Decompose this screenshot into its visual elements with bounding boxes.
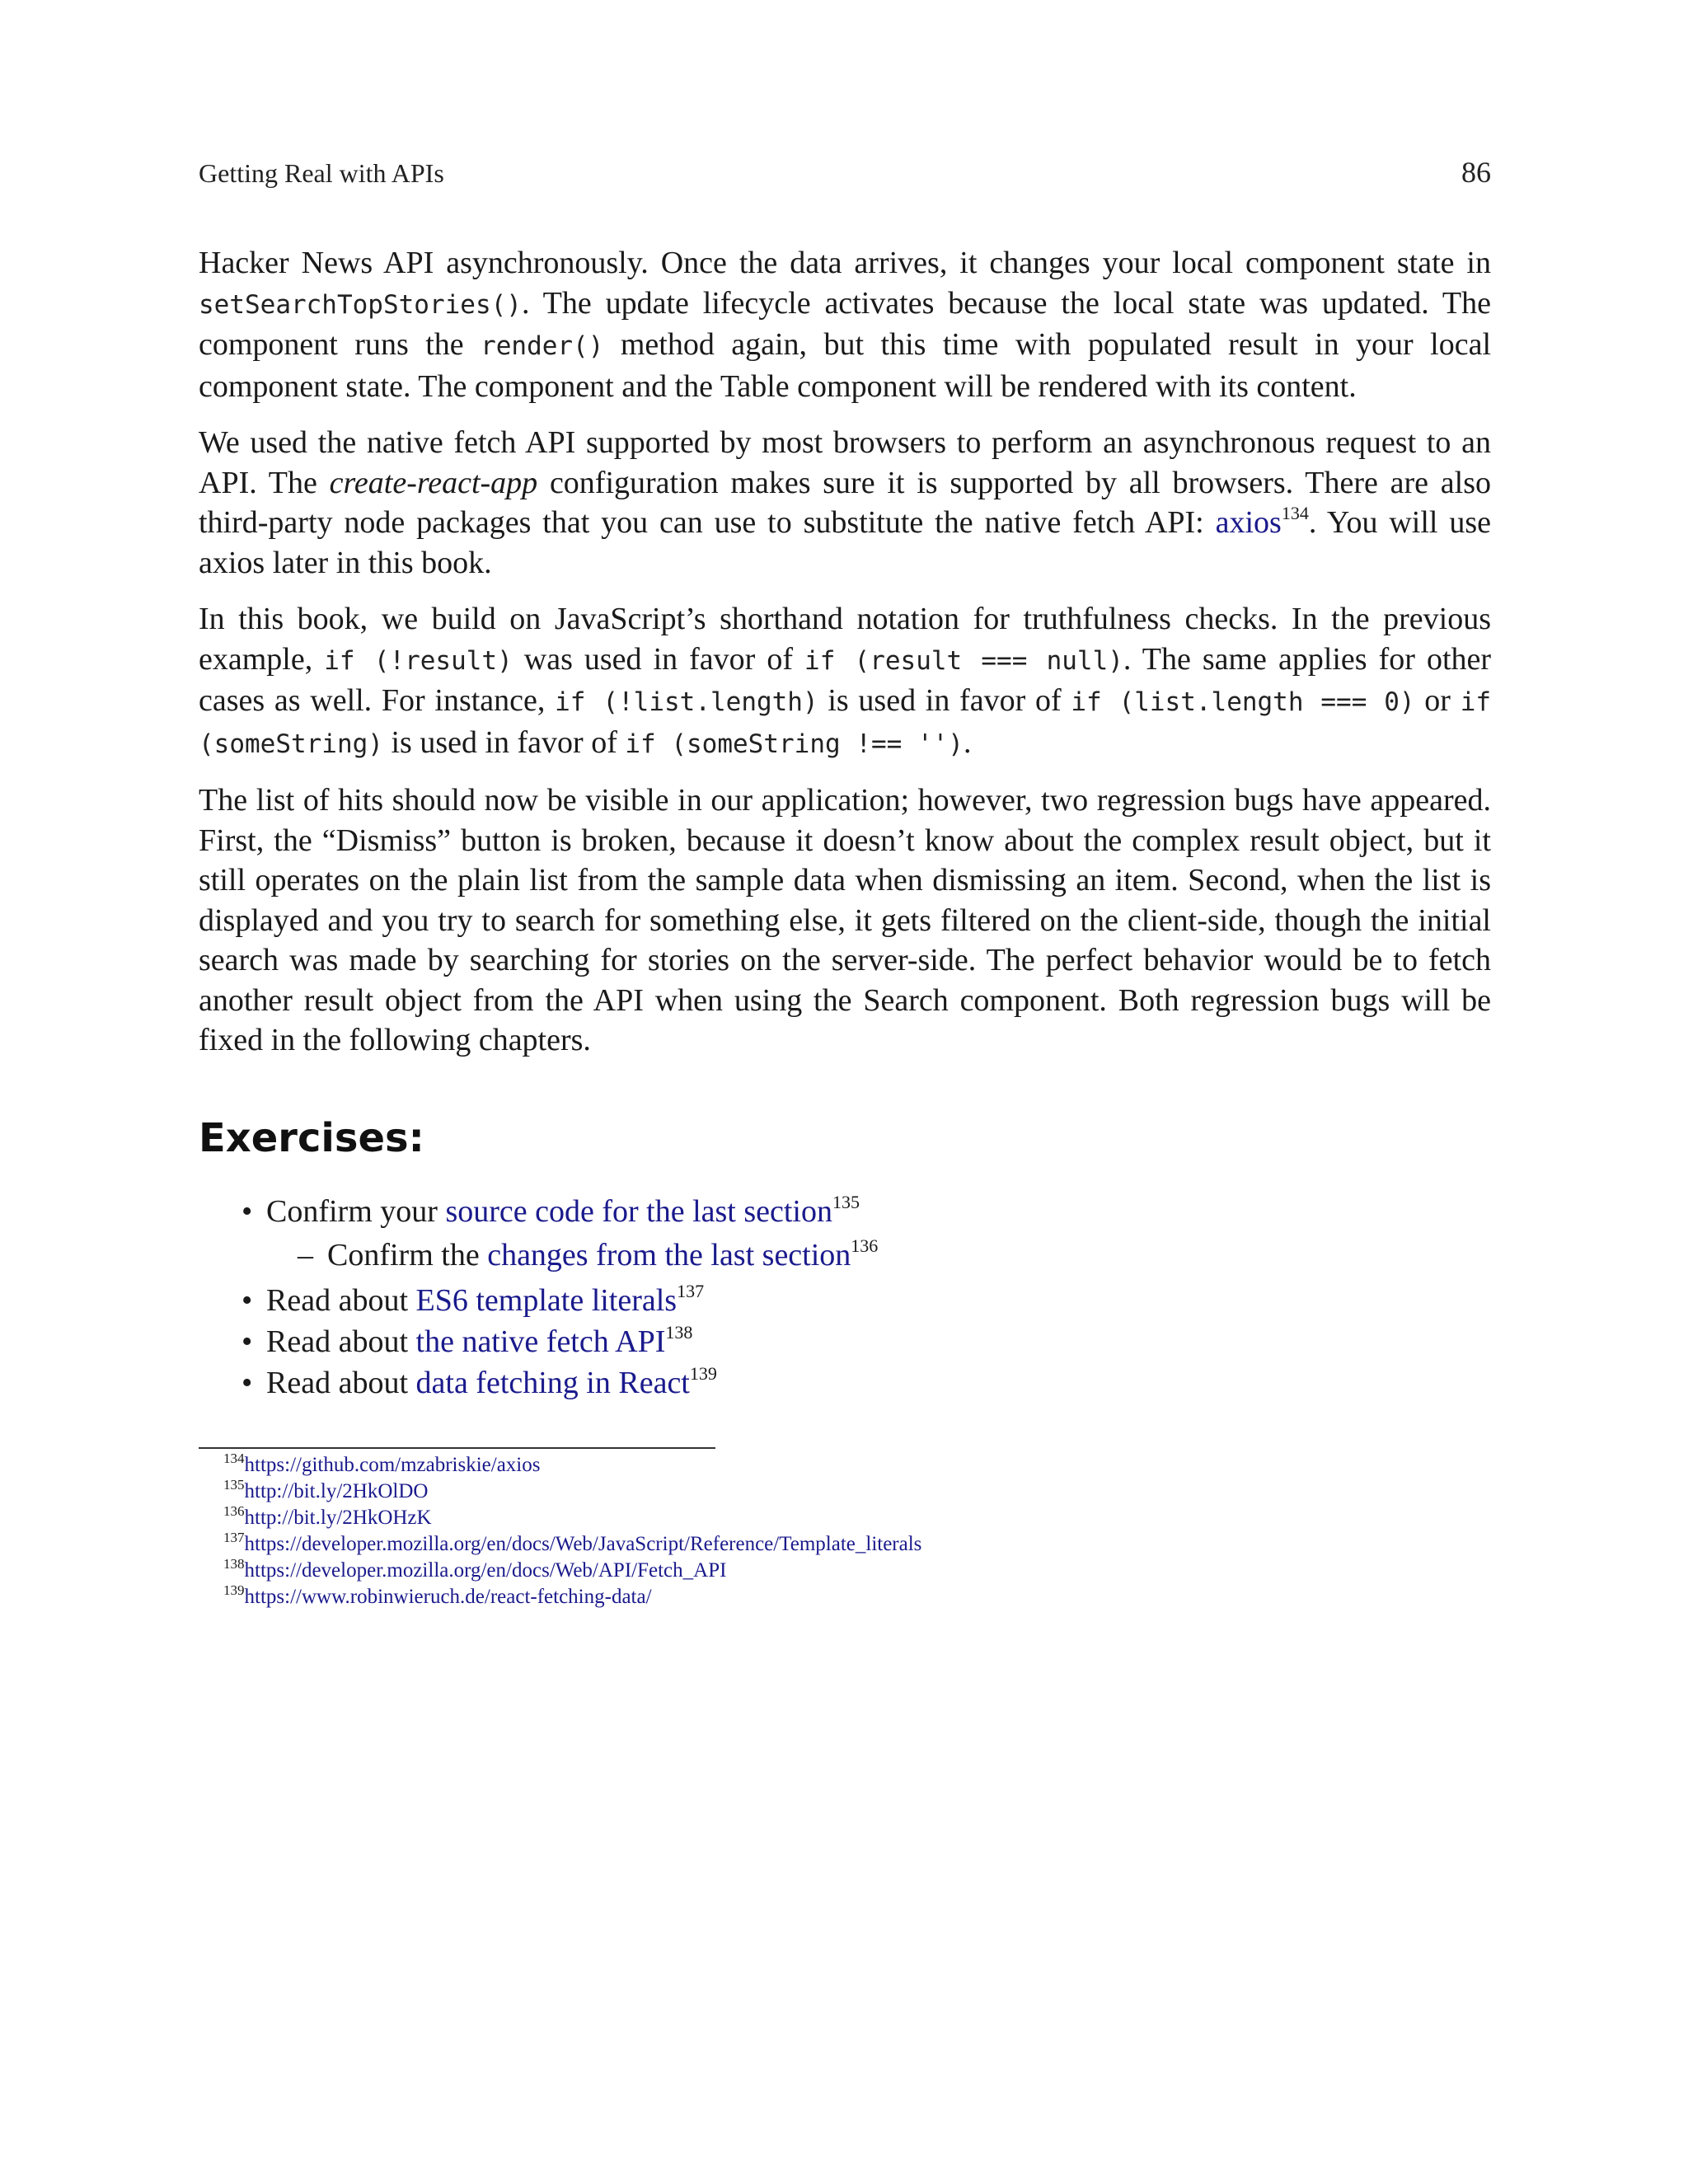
data-fetching-link[interactable]: data fetching in React: [415, 1365, 690, 1400]
inline-code: if (someString): [199, 687, 1492, 759]
list-item: • Read about the native fetch API$^{138}$: [266, 1321, 1491, 1362]
bullet-icon: •: [241, 1365, 253, 1400]
inline-code: if (list.length === 0): [1071, 687, 1415, 717]
footnote-ref: 134: [1281, 503, 1309, 523]
bullet-icon: •: [241, 1282, 253, 1318]
emphasis: create-react-app: [329, 465, 538, 500]
inline-code: if (someString !== ''): [625, 729, 964, 759]
sub-list: [266, 1234, 1491, 1277]
template-literals-link[interactable]: ES6 template literals: [415, 1282, 678, 1318]
source-code-link[interactable]: source code for the last section: [445, 1193, 832, 1229]
page-body: [199, 243, 1491, 1404]
footnote-ref: 138: [665, 1321, 693, 1343]
list-item: • Read about data fetching in React$^{139}$: [266, 1362, 1491, 1404]
footnote: $^{134}$https://github.com/mzabriskie/axios: [223, 1451, 541, 1476]
footnote-divider: [199, 1447, 715, 1449]
footnote-link[interactable]: https://developer.mozilla.org/en/docs/Web/API/Fetch_API: [244, 1559, 727, 1582]
list-item: • Confirm your source code for the last section$^{135}$ – Confirm the changes from the last section$^{136}$: [266, 1191, 1491, 1277]
footnote: $^{138}$https://developer.mozilla.org/en/docs/Web/API/Fetch_API: [223, 1556, 727, 1582]
paragraph-1: Hacker News API asynchronously. Once the data arrives, it changes your local component state in setSearchTopStories(). The update lifecycle activates because the local state was updated. The component runs the render() method again, but this time with populated result in your local component state. The component and the Table component will be rendered with its content.: [199, 246, 1491, 404]
exercises-heading: Exercises:: [199, 1114, 424, 1161]
dash-icon: –: [298, 1237, 313, 1272]
list-item: – Confirm the changes from the last section$^{136}$: [327, 1234, 1491, 1277]
inline-code: if (result === null): [804, 645, 1123, 676]
paragraph-2: We used the native fetch API supported by most browsers to perform an asynchronous request to an API. The create-react-app configuration makes sure it is supported by all browsers. There are also third-party node packages that you can use to substitute the native fetch API: axios$^{134}$. You will use axios later in this book.: [199, 425, 1491, 580]
list-item: • Read about ES6 template literals$^{137}$: [266, 1280, 1491, 1321]
running-header: [199, 153, 1491, 194]
footnote-link[interactable]: https://developer.mozilla.org/en/docs/Web/JavaScript/Reference/Template_literals: [244, 1533, 922, 1555]
footnote-ref: 137: [677, 1280, 705, 1301]
inline-code: setSearchTopStories(): [199, 289, 522, 320]
footnote-link[interactable]: https://www.robinwieruch.de/react-fetching-data/: [244, 1586, 652, 1608]
footnote-link[interactable]: http://bit.ly/2HkOlDO: [244, 1480, 429, 1502]
inline-code: if (!result): [324, 645, 513, 676]
footnote-link[interactable]: http://bit.ly/2HkOHzK: [244, 1507, 432, 1529]
footnote-link[interactable]: https://github.com/mzabriskie/axios: [244, 1454, 541, 1476]
paragraph-4: The list of hits should now be visible in our application; however, two regression bugs have appeared. First, the “Dismiss” button is broken, because it doesn’t know about the complex result object, but it still operates on the plain list from the sample data when dismissing an item. Second, when the list is displayed and you try to search for something else, it gets filtered on the client-side, though the initial search was made by searching for stories on the server-side. The perfect behavior would be to fetch another result object from the API when using the Search component. Both regression bugs will be fixed in the following chapters.: [199, 783, 1491, 1057]
footnotes: [223, 1452, 921, 1610]
footnote-ref: 136: [851, 1235, 879, 1256]
footnote: $^{139}$https://www.robinwieruch.de/react-fetching-data/: [223, 1582, 652, 1608]
running-title: Getting Real with APIs: [199, 158, 444, 188]
footnote: $^{137}$https://developer.mozilla.org/en/docs/Web/JavaScript/Reference/Template_literals: [223, 1530, 922, 1555]
page-number: 86: [1461, 156, 1491, 189]
bullet-icon: •: [241, 1193, 253, 1229]
footnote: $^{135}$http://bit.ly/2HkOlDO: [223, 1477, 429, 1502]
footnote-ref: 135: [832, 1191, 860, 1212]
bullet-icon: •: [241, 1324, 253, 1359]
changes-link[interactable]: changes from the last section: [487, 1237, 851, 1272]
footnote-ref: 139: [689, 1362, 717, 1384]
paragraph-3: In this book, we build on JavaScript’s shorthand notation for truthfulness checks. In the previous example, if (!result) was used in favor of if (result === null). The same applies for other cases as well. For instance, if (!list.length) is used in favor of if (list.length === 0) or if (someString) is used in favor of if (someString !== '').: [199, 602, 1492, 760]
footnote: $^{136}$http://bit.ly/2HkOHzK: [223, 1503, 432, 1529]
inline-code: if (!list.length): [555, 687, 818, 717]
axios-link[interactable]: axios: [1215, 505, 1282, 540]
fetch-api-link[interactable]: the native fetch API: [415, 1324, 666, 1359]
inline-code: render(): [481, 331, 604, 361]
exercise-list: [199, 1191, 1491, 1404]
